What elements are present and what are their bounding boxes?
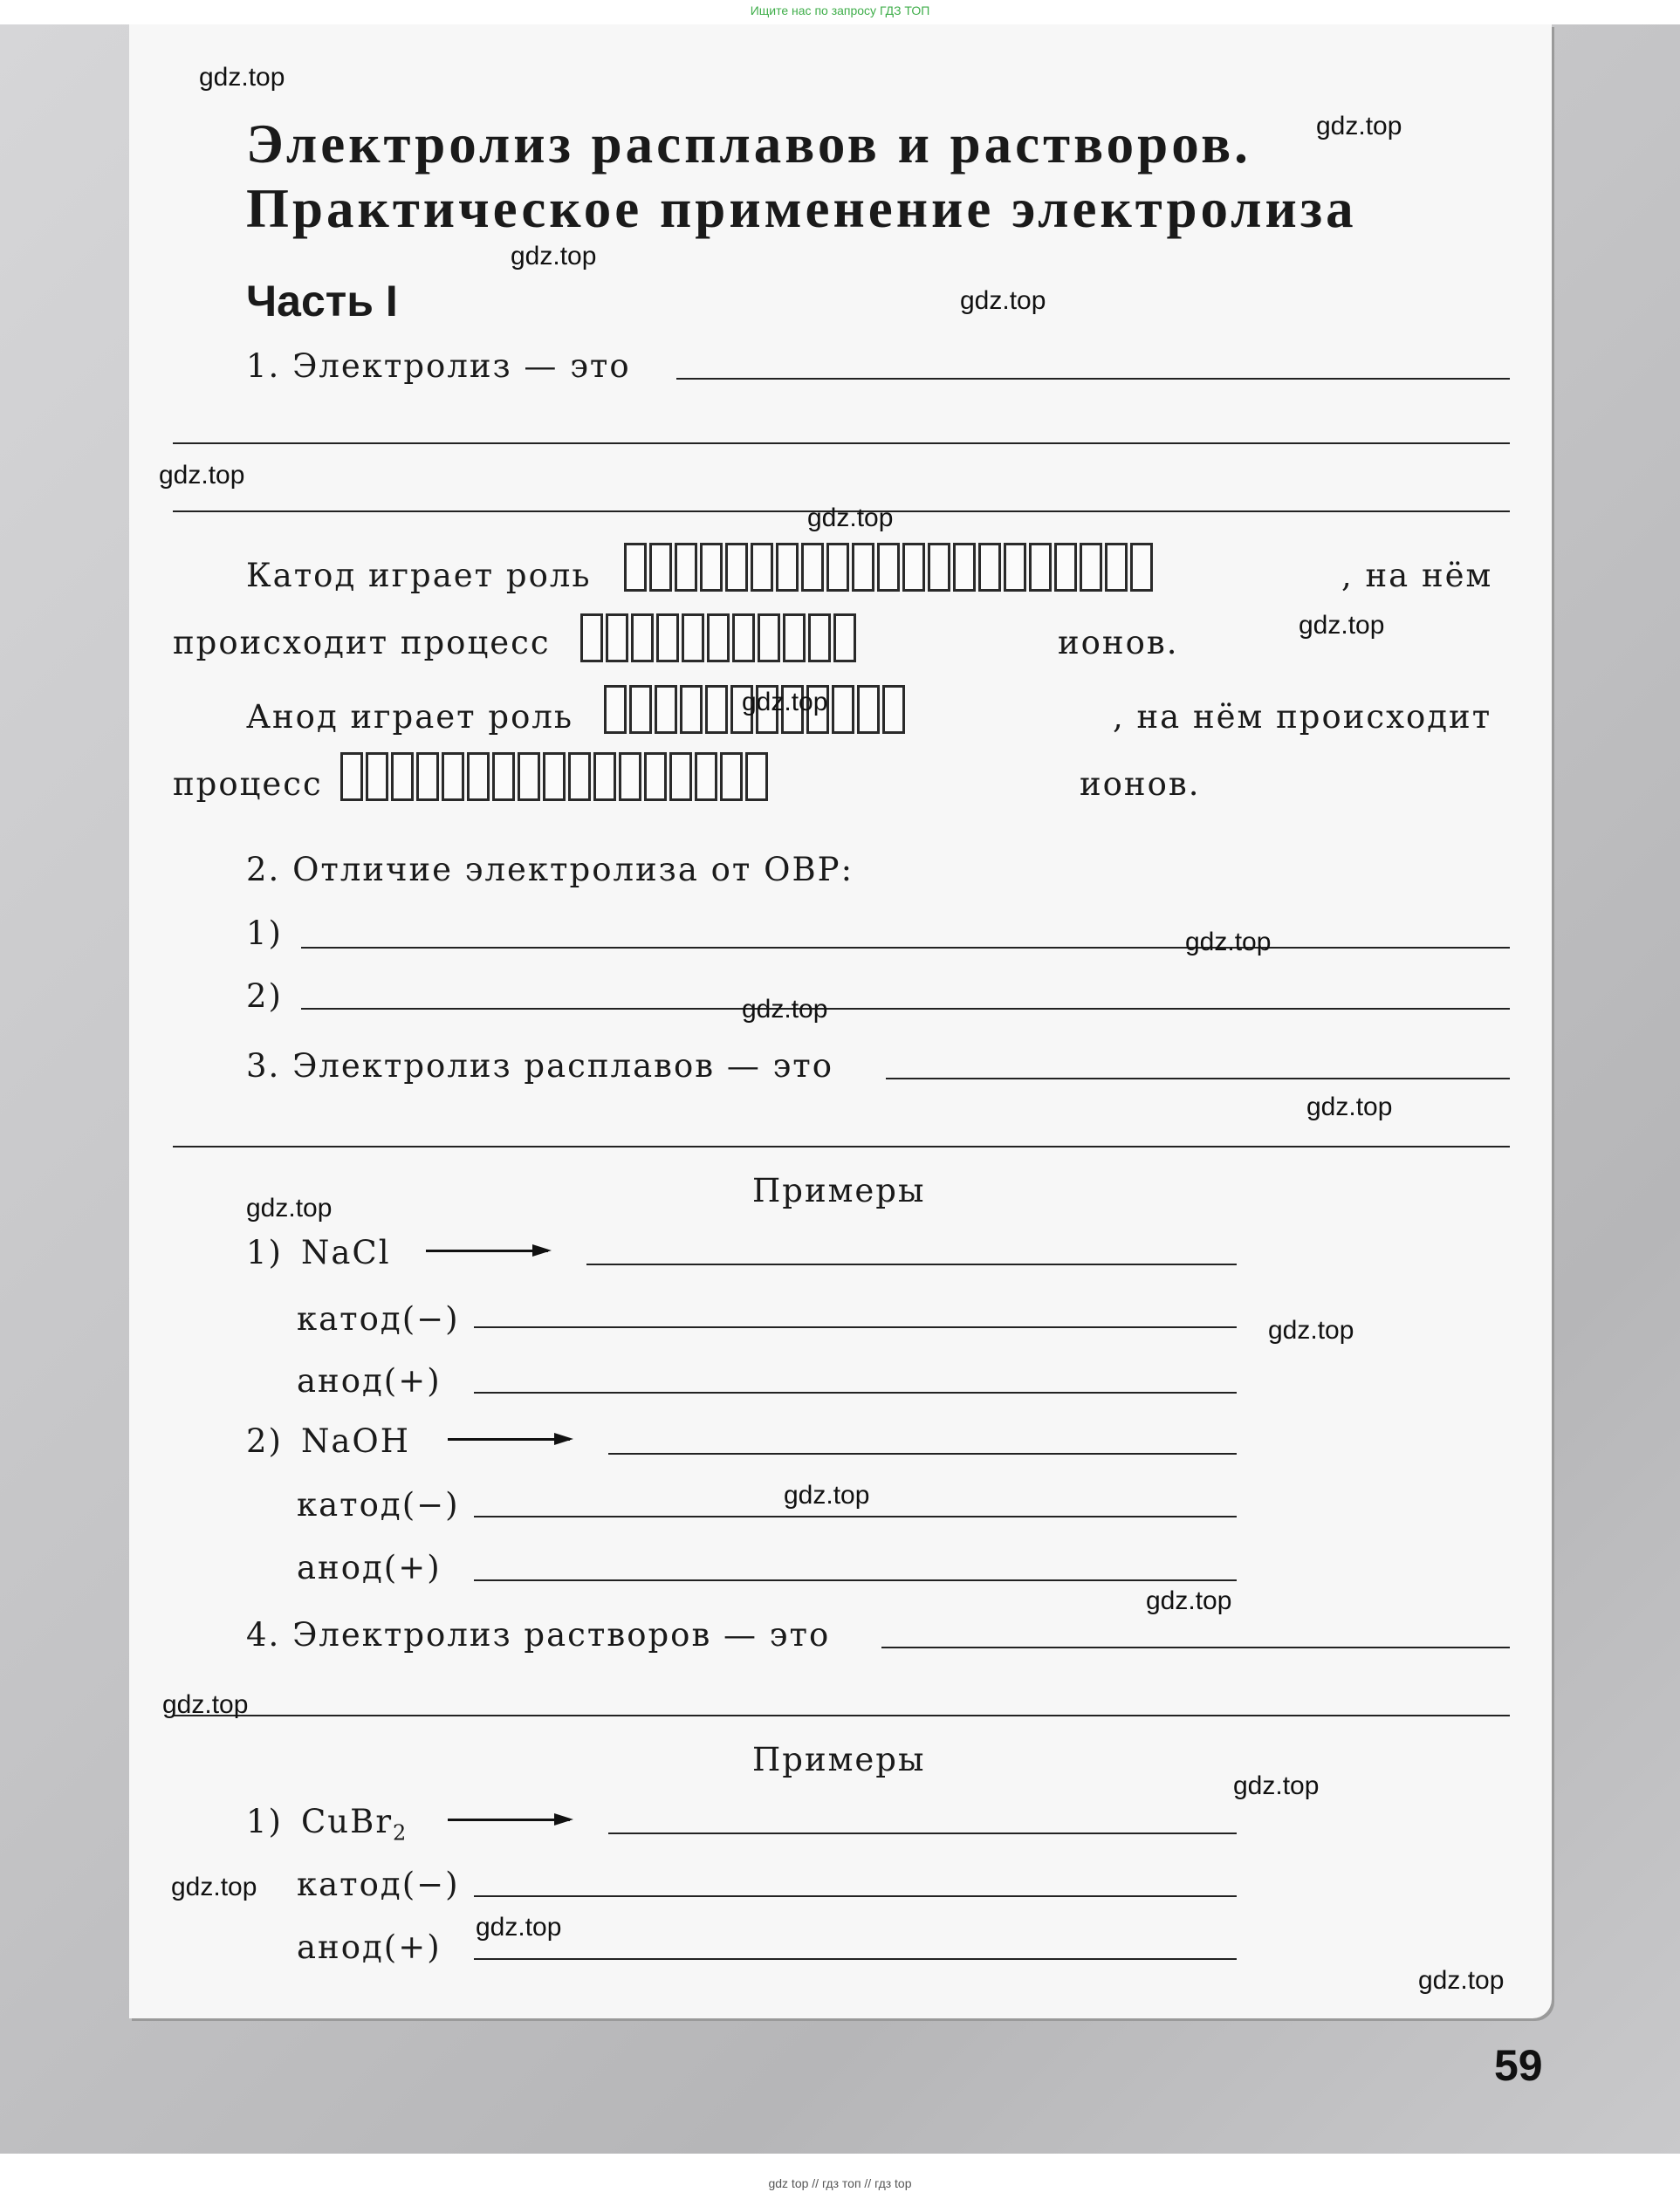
q2-item-2: 2) (246, 977, 283, 1015)
ex2-anode-label: анод(+) (297, 1549, 442, 1586)
watermark: gdz.top (960, 286, 1046, 315)
q3-answer-line-2[interactable] (173, 1146, 1510, 1147)
watermark: gdz.top (1299, 611, 1385, 640)
q1-answer-line-2[interactable] (173, 442, 1510, 444)
ex1-cathode-line[interactable] (474, 1326, 1237, 1328)
watermark: gdz.top (1185, 928, 1272, 956)
watermark: gdz.top (511, 242, 597, 271)
q3-label: 3. Электролиз расплавов — это (246, 1047, 834, 1085)
process-label: процесс (173, 765, 323, 803)
watermark: gdz.top (1268, 1316, 1354, 1345)
watermark: gdz.top (1233, 1771, 1320, 1800)
ex1-number: 1) (246, 1234, 283, 1271)
watermark: gdz.top (1306, 1093, 1393, 1121)
q2-item-1: 1) (246, 915, 283, 952)
cathode-role-boxes[interactable] (624, 543, 1155, 592)
page-number: 59 (1494, 2041, 1543, 2090)
watermark: gdz.top (742, 995, 828, 1024)
ex1-anode-label: анод(+) (297, 1362, 442, 1400)
ex1-equation-line[interactable] (586, 1264, 1237, 1265)
on-it-text: , на нём (1341, 557, 1493, 594)
bottom-note: gdz top // гдз топ // гдз top (768, 2176, 912, 2190)
anode-process-boxes[interactable] (340, 752, 771, 801)
q2-label: 2. Отличие электролиза от ОВР: (246, 851, 854, 888)
page-title (246, 112, 1357, 241)
q3-answer-line[interactable] (886, 1078, 1510, 1079)
q2-line-2[interactable] (301, 1008, 1510, 1010)
watermark: gdz.top (199, 63, 285, 92)
ex2-anode-line[interactable] (474, 1579, 1237, 1581)
ex2-number: 2) (246, 1422, 283, 1460)
watermark: gdz.top (159, 461, 245, 490)
watermark: gdz.top (476, 1913, 562, 1942)
watermark: gdz.top (1146, 1586, 1232, 1615)
part-heading: Часть I (246, 277, 398, 325)
ex3-equation-line[interactable] (608, 1832, 1237, 1834)
ex3-cathode-label: катод(−) (297, 1866, 460, 1903)
ex3-number: 1) (246, 1803, 283, 1840)
examples-heading-2: Примеры (752, 1741, 926, 1778)
watermark: gdz.top (171, 1873, 257, 1901)
q1-answer-line[interactable] (676, 378, 1510, 380)
anode-role-label: Анод играет роль (246, 698, 574, 736)
q2-line-1[interactable] (301, 947, 1510, 949)
q4-label: 4. Электролиз растворов — это (246, 1616, 831, 1654)
watermark: gdz.top (162, 1690, 249, 1719)
cathode-process-boxes[interactable] (580, 613, 859, 662)
ex2-cathode-label: катод(−) (297, 1486, 460, 1524)
ex2-formula: NaOH (301, 1422, 411, 1460)
ex1-anode-line[interactable] (474, 1392, 1237, 1394)
q1-label: 1. Электролиз — это (246, 347, 631, 385)
ex3-anode-label: анод(+) (297, 1928, 442, 1966)
top-note: Ищите нас по запросу ГДЗ ТОП (750, 3, 930, 17)
ex2-arrow (448, 1438, 570, 1441)
examples-heading-1: Примеры (752, 1172, 926, 1209)
watermark: gdz.top (246, 1194, 333, 1223)
cathode-role-label: Катод играет роль (246, 557, 592, 594)
watermark: gdz.top (807, 504, 894, 532)
ex2-cathode-line[interactable] (474, 1516, 1237, 1517)
q4-answer-line-2[interactable] (173, 1715, 1510, 1716)
watermark: gdz.top (784, 1481, 870, 1510)
cathode-ions-text: ионов. (1058, 624, 1179, 661)
title-line-2: Практическое применение электролиза (246, 178, 1357, 239)
ex3-subscript: 2 (393, 1820, 408, 1846)
ex1-formula: NaCl (301, 1234, 391, 1271)
watermark: gdz.top (1418, 1966, 1505, 1995)
on-it-occurs-text: , на нём происходит (1113, 698, 1492, 736)
ex3-cathode-line[interactable] (474, 1895, 1237, 1897)
q4-answer-line[interactable] (881, 1647, 1510, 1648)
anode-ions-text: ионов. (1080, 765, 1201, 803)
occurs-process-label: происходит процесс (173, 624, 551, 661)
ex3-anode-line[interactable] (474, 1958, 1237, 1960)
ex3-arrow (448, 1819, 570, 1821)
watermark: gdz.top (742, 688, 828, 716)
ex1-arrow (426, 1250, 548, 1252)
title-line-1: Электролиз расплавов и растворов. (246, 113, 1251, 175)
ex3-formula: CuBr$_2$ (301, 1803, 408, 1846)
ex1-cathode-label: катод(−) (297, 1300, 460, 1338)
watermark: gdz.top (1316, 112, 1402, 140)
ex2-equation-line[interactable] (608, 1453, 1237, 1455)
